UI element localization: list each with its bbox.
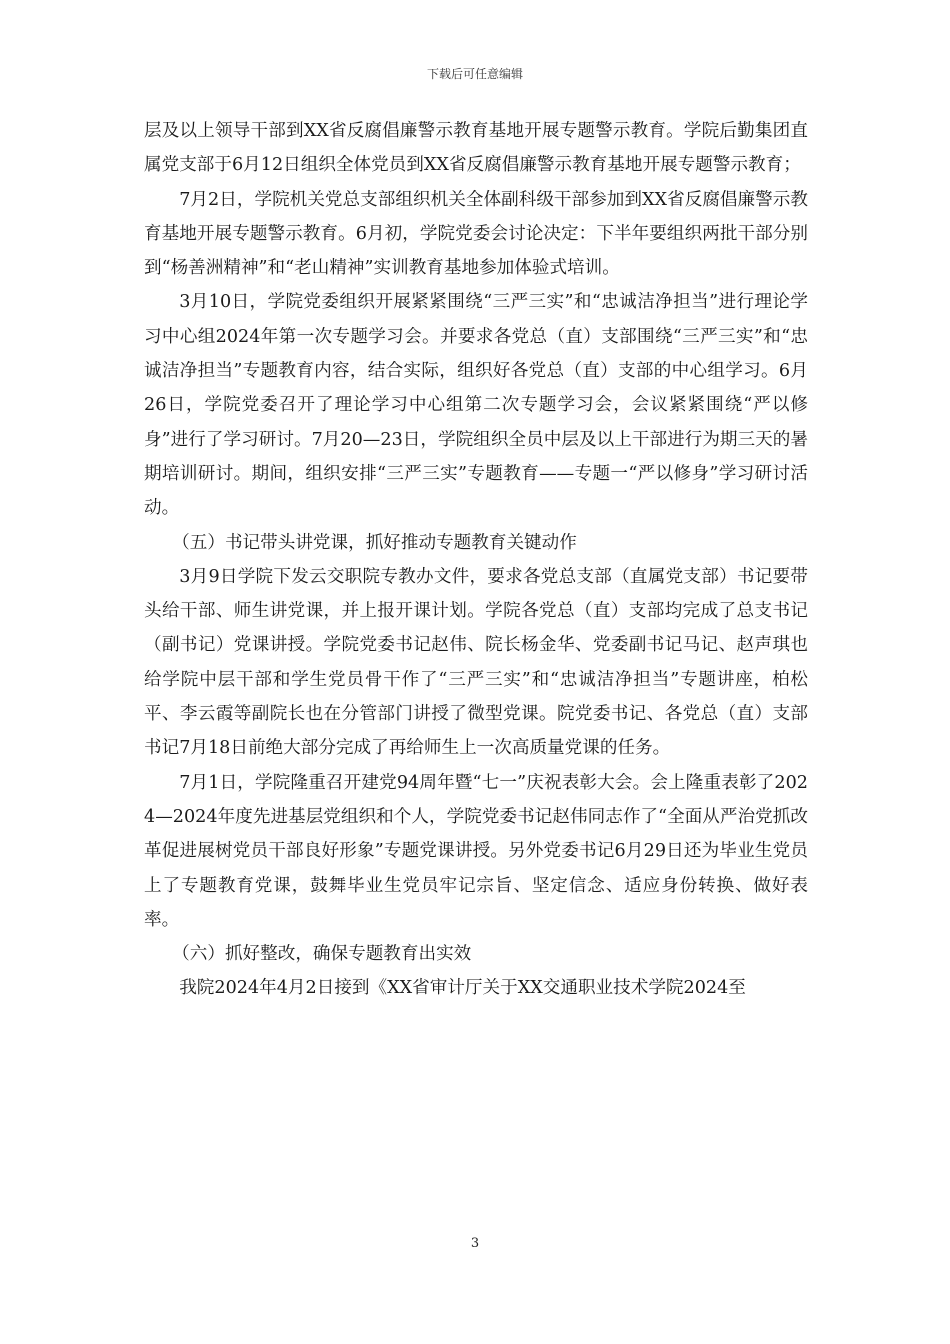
paragraph: 7月2日，学院机关党总支部组织机关全体副科级干部参加到XX省反腐倡廉警示教育基地开展专题警示教育。6月初，学院党委会讨论决定：下半年要组织两批干部分别到“杨善洲精神”和“老山精神”实训教育基地参加体验式培训。 — [144, 189, 808, 279]
paragraph: 7月1日，学院隆重召开建党94周年暨“七一”庆祝表彰大会。会上隆重表彰了2024—2024年度先进基层党组织和个人，学院党委书记赵伟同志作了“全面从严治党抓改革促进展树党员干部良好形象”专题党课讲授。另外党委书记6月29日还为毕业生党员上了专题教育党课，鼓舞毕业生党员牢记宗旨、坚定信念、适应身份转换、做好表率。 — [144, 772, 808, 930]
page-header: 下载后可任意编辑 — [426, 67, 523, 81]
paragraph-continuation: 层及以上领导干部到XX省反腐倡廉警示教育基地开展专题警示教育。学院后勤集团直属党支部于6月12日组织全体党员到XX省反腐倡廉警示教育基地开展专题警示教育； — [144, 121, 808, 176]
paragraph: 3月9日学院下发云交职院专教办文件，要求各党总支部（直属党支部）书记要带头给干部、师生讲党课，并上报开课计划。学院各党总（直）支部均完成了总支书记（副书记）党课讲授。学院党委书记赵伟、院长杨金华、党委副书记马记、赵声琪也给学院中层干部和学生党员骨干作了“三严三实”和“忠诚洁净担当”专题讲座，柏松平、李云霞等副院长也在分管部门讲授了微型党课。院党委书记、各党总（直）支部书记7月18日前绝大部分完成了再给师生上一次高质量党课的任务。 — [144, 566, 808, 759]
page-number: 3 — [470, 1236, 480, 1251]
paragraph: 我院2024年4月2日接到《XX省审计厅关于XX交通职业技术学院2024至 — [179, 978, 746, 999]
document-body — [144, 114, 808, 1006]
section-heading: （五）书记带头讲党课，抓好推动专题教育关键动作 — [172, 532, 577, 553]
paragraph: 3月10日，学院党委组织开展紧紧围绕“三严三实”和“忠诚洁净担当”进行理论学习中心组2024年第一次专题学习会。并要求各党总（直）支部围绕“三严三实”和“忠诚洁净担当”专题教育内容，结合实际，组织好各党总（直）支部的中心组学习。6月26日，学院党委召开了理论学习中心组第二次专题学习会，会议紧紧围绕“严以修身”进行了学习研讨。7月20—23日，学院组织全员中层及以上干部进行为期三天的暑期培训研讨。期间，组织安排“三严三实”专题教育——专题一“严以修身”学习研讨活动。 — [144, 292, 808, 519]
section-heading: （六）抓好整改，确保专题教育出实效 — [172, 944, 472, 965]
